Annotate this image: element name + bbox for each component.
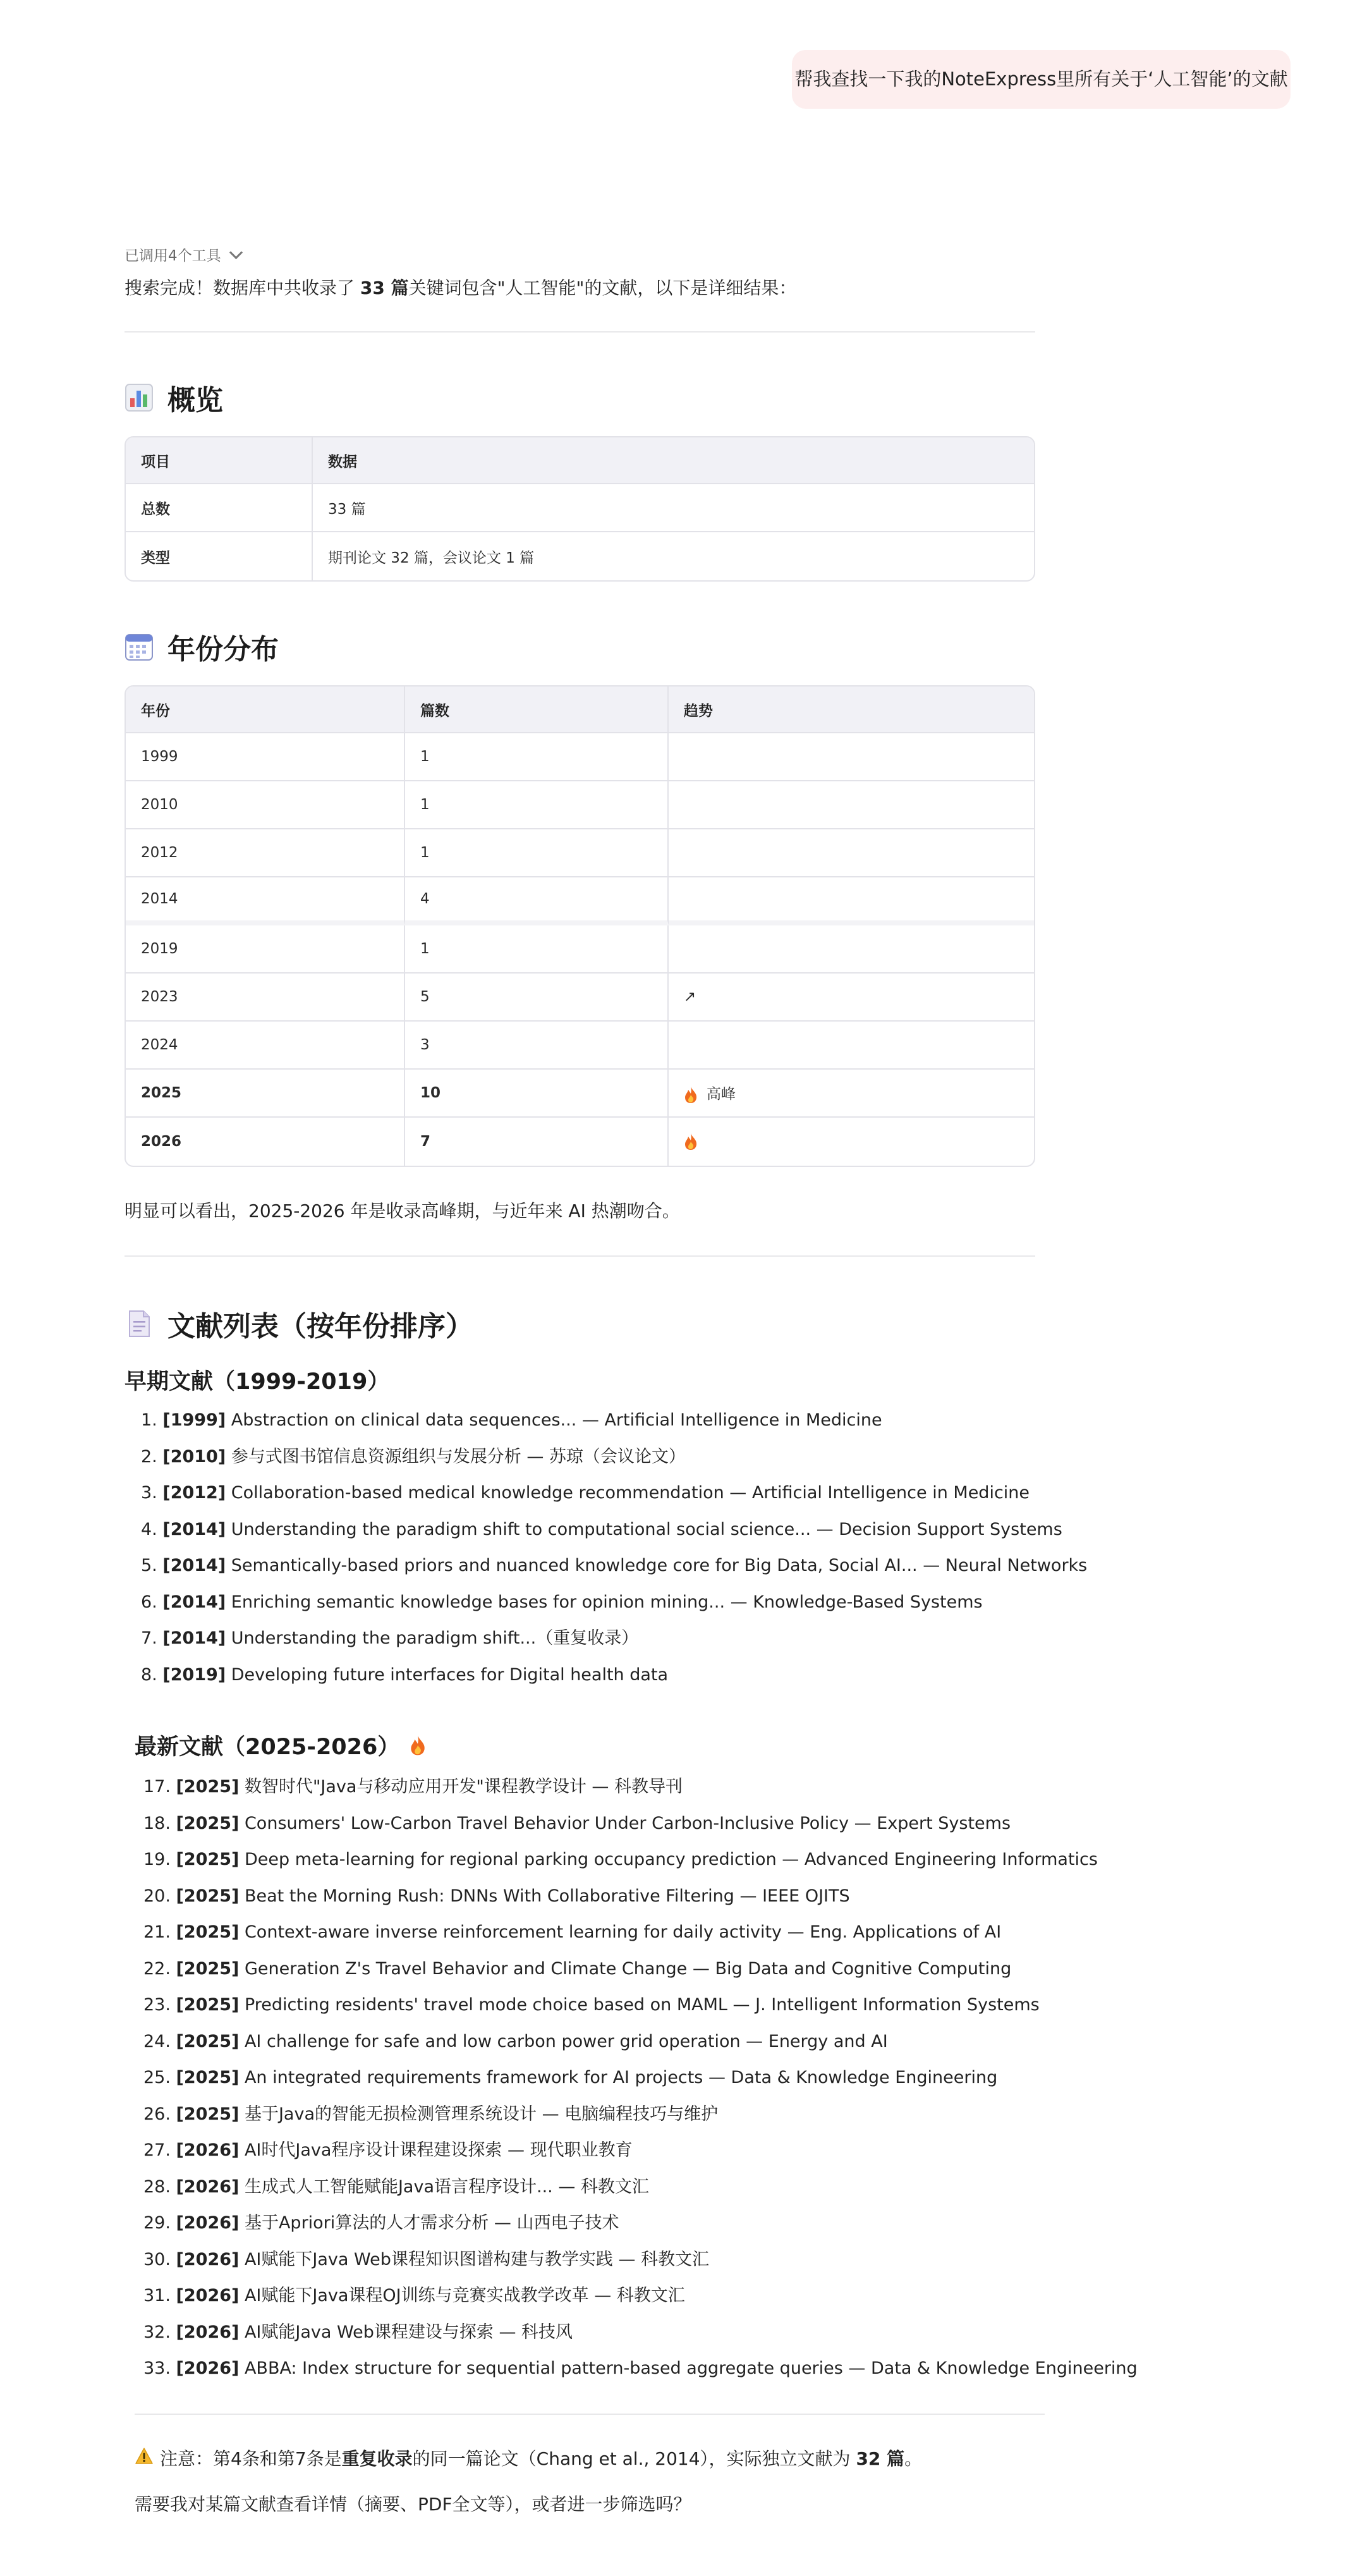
note-count: 32 篇: [856, 2448, 905, 2469]
table-row: [126, 1070, 1034, 1118]
early-literature-heading: 早期文献（1999-2019）: [125, 1369, 390, 1395]
table-cell: 1: [405, 829, 669, 877]
year-distribution-title: 年份分布: [167, 633, 279, 666]
list-item[interactable]: 19. [2025] Deep meta-learning for regional parking occupancy prediction — Advanced Engineering Informatics: [143, 1850, 1098, 1869]
year-summary: 明显可以看出，2025-2026 年是收录高峰期，与近年来 AI 热潮吻合。: [125, 1200, 680, 1221]
table-row: [126, 925, 1034, 974]
user-message-bubble: 帮我查找一下我的NoteExpress里所有关于‘人工智能’的文献: [792, 50, 1291, 109]
list-item[interactable]: 26. [2025] 基于Java的智能无损检测管理系统设计 — 电脑编程技巧与维护: [143, 2104, 719, 2124]
table-cell: 5: [405, 974, 669, 1022]
table-cell: 1: [405, 925, 669, 974]
table-cell: [669, 1070, 1034, 1118]
table-cell: 总数: [126, 484, 313, 532]
list-item[interactable]: 8. [2019] Developing future interfaces for Digital health data: [141, 1664, 669, 1685]
table-row: [126, 781, 1034, 829]
table-cell: 2010: [126, 781, 405, 829]
divider: [125, 1255, 1035, 1257]
intro-suffix: 关键词包含"人工智能"的文献，以下是详细结果：: [408, 278, 797, 298]
list-item[interactable]: 24. [2025] AI challenge for safe and low carbon power grid operation — Energy and AI: [143, 2031, 888, 2051]
list-item[interactable]: 23. [2025] Predicting residents' travel mode choice based on MAML — J. Intelligent Information Systems: [143, 1995, 1040, 2015]
divider: [125, 331, 1035, 333]
document-icon: [125, 1309, 154, 1338]
table-cell: 1999: [126, 733, 405, 781]
table-cell: [669, 925, 1034, 974]
table-cell: 2024: [126, 1022, 405, 1070]
list-item[interactable]: 30. [2026] AI赋能下Java Web课程知识图谱构建与教学实践 — 科教文汇: [143, 2249, 710, 2269]
warning-icon: [135, 2447, 154, 2469]
note-prefix: 注意：第4条和第7条是: [160, 2448, 342, 2469]
column-header: 项目: [126, 437, 313, 484]
list-item[interactable]: 21. [2025] Context-aware inverse reinforcement learning for daily activity — Eng. Applications of AI: [143, 1922, 1002, 1942]
list-item[interactable]: 2. [2010] 参与式图书馆信息资源组织与发展分析 — 苏琼（会议论文）: [141, 1446, 686, 1467]
follow-up-question: 需要我对某篇文献查看详情（摘要、PDF全文等），或者进一步筛选吗？: [135, 2494, 691, 2515]
table-cell: 10: [405, 1070, 669, 1118]
table-row: [126, 877, 1034, 925]
table-cell: 2019: [126, 925, 405, 974]
list-item[interactable]: 1. [1999] Abstraction on clinical data sequences... — Artificial Intelligence in Medicine: [141, 1410, 882, 1430]
table-cell: 2026: [126, 1118, 405, 1166]
table-cell: 33 篇: [313, 484, 1034, 532]
list-item[interactable]: 29. [2026] 基于Apriori算法的人才需求分析 — 山西电子技术: [143, 2213, 619, 2233]
recent-literature-title: 最新文献（2025-2026）: [135, 1735, 400, 1760]
calendar-icon: [125, 632, 154, 661]
column-header: 篇数: [405, 687, 669, 733]
list-item[interactable]: 18. [2025] Consumers' Low-Carbon Travel Behavior Under Carbon-Inclusive Policy — Expert Systems: [143, 1813, 1011, 1833]
divider: [135, 2414, 1045, 2415]
table-row: [126, 733, 1034, 781]
early-literature-list: [141, 1402, 1087, 1693]
overview-table: [125, 436, 1035, 582]
intro-count: 33 篇: [360, 278, 409, 298]
list-item[interactable]: 28. [2026] 生成式人工智能赋能Java语言程序设计... — 科教文汇: [143, 2176, 649, 2197]
list-item[interactable]: 27. [2026] AI时代Java程序设计课程建设探索 — 现代职业教育: [143, 2140, 633, 2160]
list-item[interactable]: 5. [2014] Semantically-based priors and nuanced knowledge core for Big Data, Social AI... — Neural Networks: [141, 1556, 1088, 1575]
note-middle: 的同一篇论文（Chang et al., 2014），实际独立文献为: [412, 2448, 856, 2469]
table-cell: 期刊论文 32 篇，会议论文 1 篇: [328, 549, 535, 566]
overview-title: 概览: [167, 384, 223, 417]
note-suffix: 。: [904, 2448, 923, 2469]
note-bold: 重复收录: [341, 2448, 413, 2469]
list-item[interactable]: 20. [2025] Beat the Morning Rush: DNNs With Collaborative Filtering — IEEE OJITS: [143, 1886, 850, 1906]
table-cell: [669, 877, 1034, 925]
fire-icon: [410, 1735, 426, 1756]
literature-title: 文献列表（按年份排序）: [167, 1310, 473, 1343]
tools-used-toggle[interactable]: [125, 244, 241, 265]
table-cell: 1: [405, 733, 669, 781]
list-item[interactable]: 25. [2025] An integrated requirements framework for AI projects — Data & Knowledge Engineering: [143, 2068, 998, 2087]
list-item[interactable]: 33. [2026] ABBA: Index structure for sequential pattern-based aggregate queries — Data & Knowledge Engineering: [143, 2359, 1138, 2378]
table-row: [126, 1118, 1034, 1166]
table-cell: [669, 1022, 1034, 1070]
table-cell: 2012: [126, 829, 405, 877]
table-cell: 2025: [126, 1070, 405, 1118]
column-header: 年份: [126, 687, 405, 733]
fire-icon: [684, 1086, 698, 1104]
column-header: 数据: [313, 437, 1034, 484]
table-row: [126, 974, 1034, 1022]
list-item[interactable]: 31. [2026] AI赋能下Java课程OJ训练与竞赛实战教学改革 — 科教文汇: [143, 2286, 685, 2305]
trend-up-icon: ↗: [669, 974, 1034, 1022]
table-cell: 类型: [126, 532, 313, 580]
column-header: 趋势: [669, 687, 1034, 733]
table-cell: 4: [405, 877, 669, 925]
recent-literature-heading: [135, 1730, 426, 1761]
list-item[interactable]: 3. [2012] Collaboration-based medical knowledge recommendation — Artificial Intelligence in Medicine: [141, 1483, 1030, 1503]
duplicate-note: [135, 2445, 922, 2470]
fire-icon: [684, 1133, 698, 1151]
table-cell: 2023: [126, 974, 405, 1022]
table-cell: [669, 829, 1034, 877]
intro-prefix: 搜索完成！数据库中共收录了: [125, 278, 360, 298]
table-row: [126, 532, 1034, 580]
year-distribution-table: [125, 685, 1035, 1167]
table-row: [126, 1022, 1034, 1070]
intro-text: [125, 274, 796, 300]
list-item[interactable]: 7. [2014] Understanding the paradigm shift...（重复收录）: [141, 1628, 639, 1648]
tools-used-label: 已调用4个工具: [125, 248, 221, 264]
table-cell: 1: [405, 781, 669, 829]
table-cell: 2014: [126, 877, 405, 925]
literature-heading: [125, 1303, 473, 1344]
table-row: [126, 484, 1034, 532]
peak-label: 高峰: [707, 1086, 736, 1103]
bar-chart-icon: [125, 383, 154, 412]
table-cell: 7: [405, 1118, 669, 1166]
list-item[interactable]: 4. [2014] Understanding the paradigm shift to computational social science... — Decision Support Systems: [141, 1519, 1062, 1539]
recent-literature-list: [143, 1769, 1138, 2387]
list-item[interactable]: 22. [2025] Generation Z's Travel Behavior and Climate Change — Big Data and Cognitive Computing: [143, 1958, 1012, 1979]
list-item[interactable]: 6. [2014] Enriching semantic knowledge bases for opinion mining... — Knowledge-Based Systems: [141, 1592, 983, 1612]
chevron-down-icon: [229, 246, 243, 259]
year-distribution-heading: [125, 626, 279, 667]
table-cell: [669, 733, 1034, 781]
overview-heading: [125, 377, 223, 418]
list-item[interactable]: 17. [2025] 数智时代"Java与移动应用开发"课程教学设计 — 科教导刊: [143, 1777, 683, 1797]
list-item[interactable]: 32. [2026] AI赋能Java Web课程建设与探索 — 科技风: [143, 2322, 573, 2342]
table-cell: [669, 781, 1034, 829]
table-cell: [669, 1118, 1034, 1166]
table-row: [126, 829, 1034, 877]
table-cell: 3: [405, 1022, 669, 1070]
